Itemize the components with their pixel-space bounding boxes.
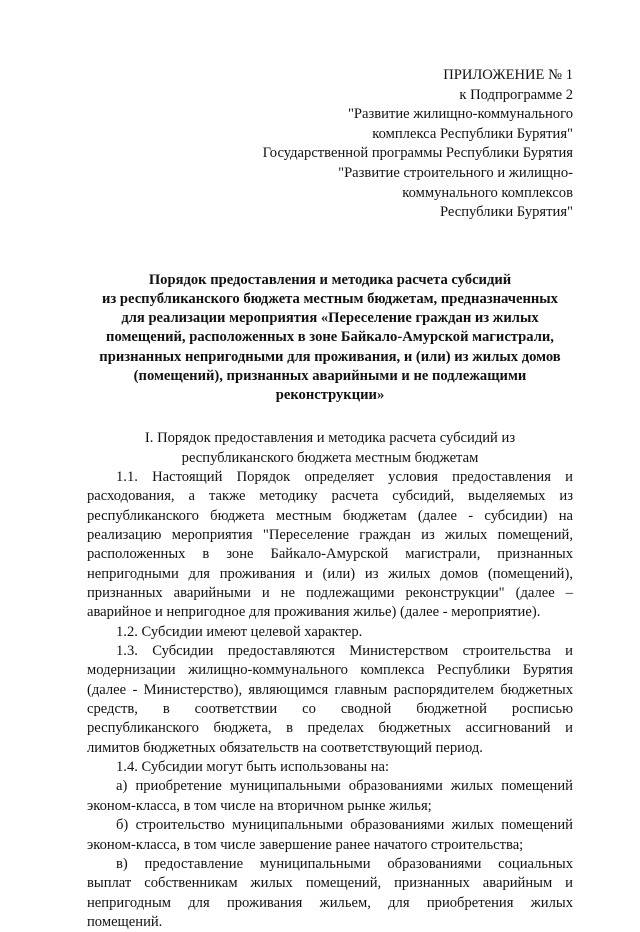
title-line: из республиканского бюджета местным бюджетам, предназначенных: [102, 290, 558, 307]
paragraph-line: в) предоставление муниципальными образованиями социальных: [116, 855, 573, 872]
appendix-line: "Развитие строительного и жилищно-: [338, 164, 573, 181]
appendix-line: Республики Бурятия": [439, 204, 573, 221]
title-line: помещений, расположенных в зоне Байкало-Амурской магистрали,: [106, 329, 554, 346]
paragraph-line: расположенных в зоне Байкало-Амурской магистрали, признанных: [87, 546, 573, 563]
paragraph-line: лимитов бюджетных обязательств на соответствующий период.: [87, 739, 483, 756]
paragraph-line: 1.2. Субсидии имеют целевой характер.: [116, 623, 363, 640]
paragraph-line: республиканского бюджета местным бюджетам (далее - субсидии) на: [87, 507, 573, 524]
paragraph-line: реализацию мероприятия "Переселение граждан из жилых помещений,: [87, 527, 573, 544]
appendix-line: к Подпрограмме 2: [459, 86, 573, 103]
title-line: реконструкции»: [275, 386, 385, 403]
title-line: признанных непригодными для проживания, и (или) из жилых домов: [99, 348, 561, 365]
paragraph-line: эконом-класса, в том числе на вторичном рынке жилья;: [87, 797, 432, 814]
title-line: (помещений), признанных аварийными и не подлежащими: [133, 367, 527, 384]
paragraph-line: выплат собственникам жилых помещений, признанных аварийным и: [87, 875, 573, 892]
paragraph-line: аварийное и непригодное для проживания жилье) (далее - мероприятие).: [87, 604, 541, 621]
paragraph-line: 1.3. Субсидии предоставляются Министерством строительства и: [116, 643, 573, 660]
appendix-line: Государственной программы Республики Бурятия: [262, 145, 573, 162]
appendix-header: [87, 66, 573, 223]
paragraph-line: 1.1. Настоящий Порядок определяет условия предоставления и: [116, 468, 573, 485]
paragraph-line: (далее - Министерство), являющимся главным распорядителем бюджетных: [87, 681, 573, 698]
paragraph-line: расходования, а также методику расчета субсидий, выделяемых из: [87, 488, 573, 505]
paragraph-line: а) приобретение муниципальными образованиями жилых помещений: [116, 778, 573, 795]
paragraph-line: 1.4. Субсидии могут быть использованы на:: [116, 759, 390, 776]
paragraph-line: республиканского бюджета, в пределах бюджетных ассигнований и: [87, 720, 573, 737]
appendix-line: ПРИЛОЖЕНИЕ № 1: [443, 67, 573, 83]
appendix-line: "Развитие жилищно-коммунального: [347, 106, 573, 123]
paragraph-line: модернизации жилищно-коммунального комплекса Республики Бурятия: [87, 662, 573, 679]
paragraph-line: эконом-класса, в том числе завершение ранее начатого строительства;: [87, 836, 524, 853]
appendix-line: комплекса Республики Бурятия": [372, 125, 573, 142]
section-heading: [87, 429, 573, 468]
document-title: [87, 271, 573, 405]
paragraph-line: непригодными для проживания и (или) из жилых домов (помещений),: [87, 565, 573, 582]
paragraph-line: б) строительство муниципальными образованиями жилых помещений: [116, 817, 573, 834]
section-heading-line: I. Порядок предоставления и методика расчета субсидий из: [144, 430, 516, 447]
title-line: для реализации мероприятия «Переселение граждан из жилых: [121, 310, 539, 327]
appendix-line: коммунального комплексов: [402, 184, 573, 201]
paragraph-line: помещений.: [87, 913, 163, 930]
section-heading-line: республиканского бюджета местным бюджетам: [181, 449, 479, 466]
title-line: Порядок предоставления и методика расчета субсидий: [148, 271, 512, 288]
paragraph-line: признанных аварийными и не подлежащими реконструкции" (далее –: [87, 585, 573, 602]
paragraph-line: непригодным для проживания жильем, для приобретения жилых: [87, 894, 573, 911]
document-page: [87, 66, 573, 932]
document-body: [87, 468, 573, 932]
paragraph-line: средств, в соответствии со сводной бюджетной росписью: [87, 701, 573, 718]
